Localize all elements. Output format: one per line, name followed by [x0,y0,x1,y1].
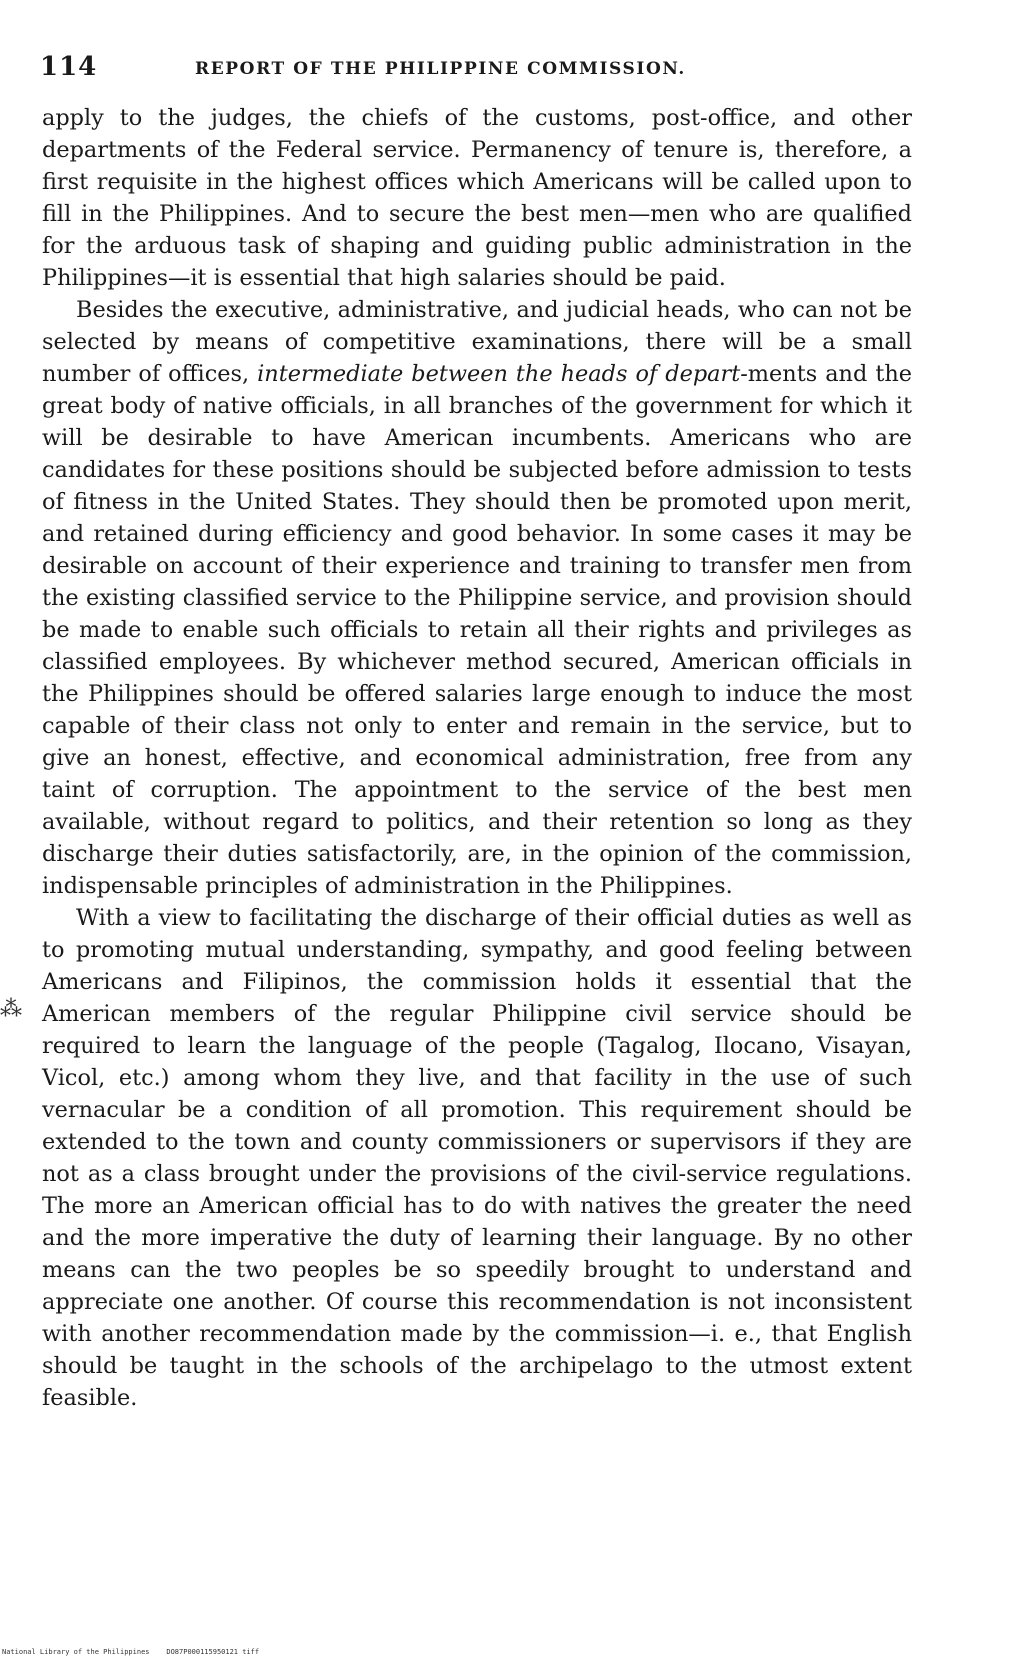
paragraph-3: With a view to facilitating the discharge of their official duties as well as to promoting mutual understanding, sympathy, and good feeling between Americans and Filipinos, the commission holds it essential that the American members of the regular Philippine civil service should be required to learn the language of the people (Tagalog, Ilocano, Visayan, Vicol, etc.) among whom they live, and that facility in the use of such vernacular be a condition of all promotion. This requirement should be extended to the town and county commissioners or supervisors if they are not as a class brought under the provisions of the civil-service regulations. The more an American official has to do with natives the greater the need and the more imperative the duty of learning their language. By no other means can the two peoples be so speedily brought to understand and appreciate one another. Of course this recommendation is not inconsistent with another recommendation made by the commission—i. e., that English should be taught in the schools of the archipelago to the utmost extent feasible. [42,905,912,1411]
running-head: REPORT OF THE PHILIPPINE COMMISSION. [195,59,686,79]
paragraph-1: apply to the judges, the chiefs of the customs, post-office, and other departments of the Federal service. Permanency of tenure is, therefore, a first requisite in the highest offices which Americans will be called upon to fill in the Philippines. And to secure the best men—men who are qualified for the arduous task of shaping and guiding public administration in the Philippines—it is essential that high salaries should be paid. [42,105,912,291]
paragraph-2-italic: intermediate between the heads of depart- [257,361,748,387]
ink-blot-icon: ⁂ [0,997,22,1022]
paragraph-2 [42,294,912,902]
page-number: 114 [40,52,98,82]
body-text [42,102,912,1414]
footer-file: DO87P000115950121 tiff [166,1648,260,1656]
paragraph-2-text-continued: ments and the great body of native officials, in all branches of the government for which it will be desirable to have American incumbents. Americans who are candidates for these positions should be subjected before admission to tests of fitness in the United States. They should then be promoted upon merit, and retained during efficiency and good behavior. In some cases it may be desirable on account of their experience and training to transfer men from the existing classified service to the Philippine service, and provision should be made to enable such officials to retain all their rights and privileges as classified employees. By whichever method secured, American officials in the Philippines should be offered salaries large enough to induce the most capable of their class not only to enter and remain in the service, but to give an honest, effective, and economical administration, free from any taint of corruption. The appointment to the service of the best men available, without regard to politics, and their retention so long as they discharge their duties satisfactorily, are, in the opinion of the commission, indispensable principles of administration in the Philippines. [42,361,912,899]
scan-footer [2,1648,259,1656]
paragraph-2-text: Besides the executive, administrative, and judicial heads, who can not be selected by means of competitive examinations, there will be a small number of offices, [42,297,912,387]
footer-library: National Library of the Philippines [2,1648,150,1656]
